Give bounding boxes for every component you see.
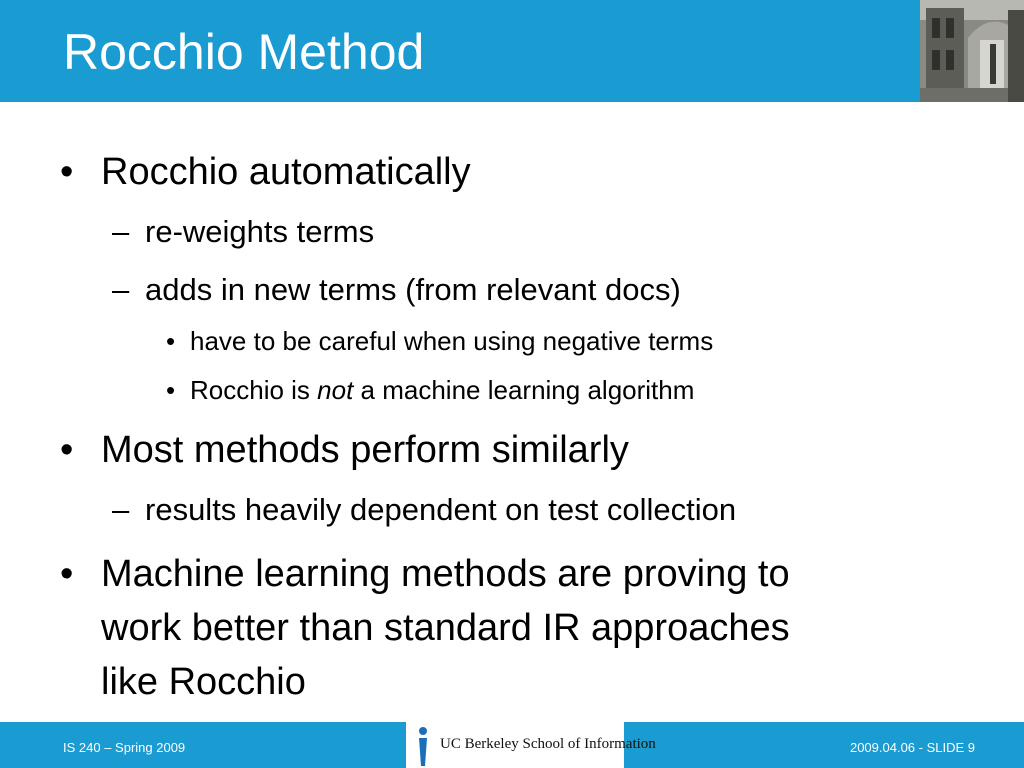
slide-number: 2009.04.06 - SLIDE 9 bbox=[849, 740, 975, 755]
school-logo bbox=[406, 722, 656, 768]
bullet-most-methods: Most methods perform similarly bbox=[101, 429, 629, 471]
dash-marker: – bbox=[112, 214, 130, 249]
subbullet-results-dependent: results heavily dependent on test collection bbox=[145, 492, 737, 527]
bullet-rocchio-automatically: Rocchio automatically bbox=[101, 151, 471, 193]
footer-bar bbox=[0, 722, 1024, 768]
course-label: IS 240 – Spring 2009 bbox=[63, 740, 186, 755]
bullet-marker: • bbox=[166, 375, 176, 405]
text-emphasis-not: not bbox=[317, 375, 354, 405]
subbullet-re-weights-terms: re-weights terms bbox=[145, 214, 375, 249]
bullet-marker: • bbox=[60, 429, 74, 471]
bullet-marker: • bbox=[60, 553, 74, 595]
bullet-marker: • bbox=[60, 151, 74, 193]
info-i-logo-icon bbox=[410, 722, 436, 768]
text-post: a machine learning algorithm bbox=[353, 375, 695, 405]
slide-title: Rocchio Method bbox=[63, 24, 425, 80]
bullet-ml-methods-line-3: like Rocchio bbox=[101, 661, 306, 703]
bullet-ml-methods-line-1: Machine learning methods are proving to bbox=[101, 553, 790, 595]
school-name: UC Berkeley School of Information bbox=[440, 736, 656, 752]
subbullet-adds-new-terms: adds in new terms (from relevant docs) bbox=[145, 272, 681, 307]
bullet-marker: • bbox=[166, 326, 176, 356]
subsubbullet-negative-terms: have to be careful when using negative terms bbox=[190, 326, 714, 356]
text-pre: Rocchio is bbox=[190, 375, 318, 405]
subsubbullet-not-ml-algorithm bbox=[190, 374, 694, 406]
dash-marker: – bbox=[112, 492, 130, 527]
bullet-ml-methods-line-2: work better than standard IR approaches bbox=[101, 607, 790, 649]
dash-marker: – bbox=[112, 272, 130, 307]
